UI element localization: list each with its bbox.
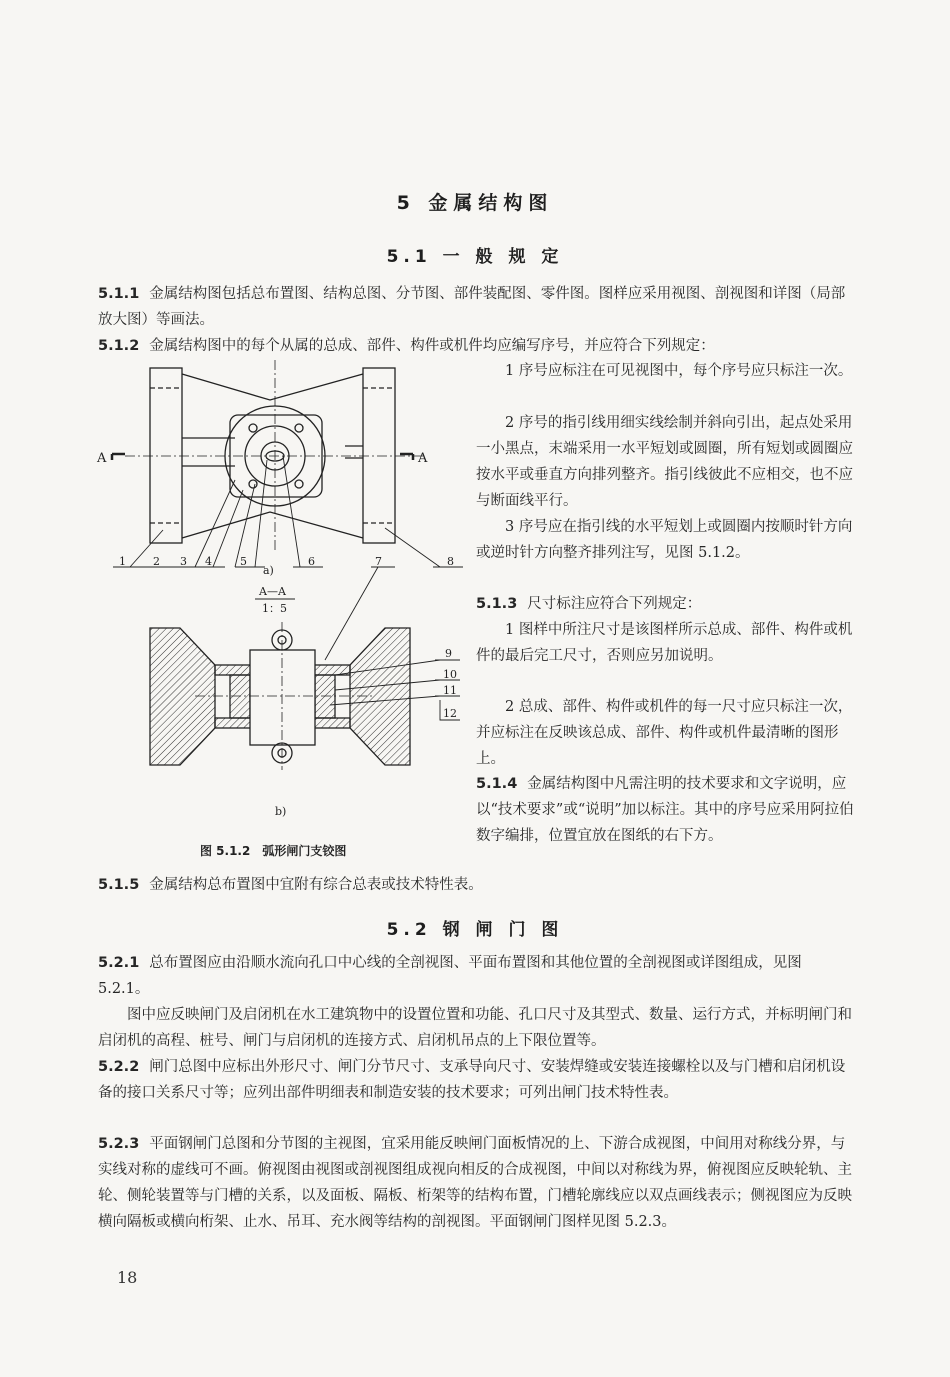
clause-5-1-4: [476, 771, 854, 849]
clause-text: 平面钢闸门总图和分节图的主视图，宜采用能反映闸门面板情况的上、下游合成视图，中间用对称线分界，与实线对称的虚线可不画。俯视图由视图或剖视图组成视向相反的合成视图，中间以对称线为界，俯视图应反映轮轨、主轮、侧轮装置等与门槽的关系，以及面板、隔板、桁架等的结构布置，门槽轮廓线应以双点画线表示；侧视图应为反映横向隔板或横向桁架、止水、吊耳、充水阀等结构的剖视图。平面钢闸门图样见图 5.2.3。: [98, 1136, 852, 1230]
figure-label-b: b): [275, 805, 287, 818]
callout-8: 8: [447, 555, 454, 568]
figure-caption: 图 5.1.2 弧形闸门支铰图: [200, 844, 347, 858]
clause-text: 金属结构图中的每个从属的总成、部件、构件或机件均应编写序号，并应符合下列规定：: [149, 338, 715, 354]
figure-5-1-2: [95, 360, 470, 840]
clause-number: 5.1.2: [98, 338, 140, 354]
callout-11: 11: [443, 684, 457, 697]
clause-number: 5.2.3: [98, 1136, 140, 1152]
clause-text: 尺寸标注应符合下列规定：: [527, 596, 702, 612]
section-scale: 1：5: [262, 602, 287, 615]
view-a-drawing: [112, 360, 425, 550]
page-number: 18: [117, 1268, 138, 1287]
callout-7: 7: [375, 555, 382, 568]
section-mark-right: A: [418, 451, 428, 466]
clause-5-2-2: [98, 1054, 854, 1106]
clause-5-1-3-item-1: 1 图样中所注尺寸是该图样所示总成、部件、构件或机件的最后完工尺寸，否则应另加说明。: [476, 622, 853, 664]
callout-2: 2: [153, 555, 160, 568]
chapter-title: 5 金属结构图: [396, 192, 554, 214]
section-mark-left: A: [97, 451, 107, 466]
clause-5-1-2-item-1: 1 序号应标注在可见视图中，每个序号应只标注一次。: [505, 363, 853, 379]
section-title: A—A: [259, 585, 286, 598]
view-a-leaders: [113, 456, 463, 567]
clause-text: 金属结构图中凡需注明的技术要求和文字说明，应以“技术要求”或“说明”加以标注。其中的序号应采用阿拉伯数字编排，位置宜放在图纸的右下方。: [476, 776, 854, 844]
callout-9: 9: [445, 647, 452, 660]
clause-text: 金属结构图包括总布置图、结构总图、分节图、部件装配图、零件图。图样应采用视图、剖视图和详图（局部放大图）等画法。: [98, 286, 846, 328]
clause-text: 闸门总图中应标出外形尺寸、闸门分节尺寸、支承导向尺寸、安装焊缝或安装连接螺栓以及与门槽和启闭机设备的接口关系尺寸等；应列出部件明细表和制造安装的技术要求；可列出闸门技术特性表。: [98, 1059, 846, 1101]
clause-5-1-2-item-3: 3 序号应在指引线的水平短划上或圆圈内按顺时针方向或逆时针方向整齐排列注写，见图 5.1.2。: [476, 519, 853, 561]
clause-5-2-1-paragraph-2: 图中应反映闸门及启闭机在水工建筑物中的设置位置和功能、孔口尺寸及其型式、数量、运行方式，并标明闸门和启闭机的高程、桩号、闸门与启闭机的连接方式、启闭机吊点的上下限位置等。: [98, 1007, 852, 1049]
figure-label-a: a): [263, 564, 274, 577]
callout-6: 6: [308, 555, 315, 568]
clause-number: 5.1.5: [98, 877, 140, 893]
section-title-5-2: 5.2 钢 闸 门 图: [386, 920, 564, 940]
clause-5-1-3: [476, 591, 854, 617]
callout-3: 3: [180, 555, 187, 568]
view-b-drawing: [150, 622, 410, 770]
callout-10: 10: [443, 668, 457, 681]
clause-5-1-3-item-2: 2 总成、部件、构件或机件的每一尺寸应只标注一次，并应标注在反映该总成、部件、构件或机件最清晰的图形上。: [476, 699, 853, 767]
clause-5-2-1: [98, 950, 854, 1002]
clause-number: 5.2.2: [98, 1059, 140, 1075]
clause-number: 5.2.1: [98, 955, 140, 971]
clause-number: 5.1.3: [476, 596, 518, 612]
clause-5-2-3: [98, 1131, 854, 1235]
callout-4: 4: [205, 555, 212, 568]
callout-1: 1: [119, 555, 126, 568]
clause-5-1-5: [98, 872, 854, 898]
clause-5-1-2-item-2: 2 序号的指引线用细实线绘制并斜向引出，起点处采用一小黑点，末端采用一水平短划或圆圈，所有短划或圆圈应按水平或垂直方向排列整齐。指引线彼此不应相交，也不应与断面线平行。: [476, 415, 853, 509]
clause-number: 5.1.4: [476, 776, 518, 792]
callout-5: 5: [240, 555, 247, 568]
view-a-callout-labels: [119, 555, 454, 568]
clause-5-1-1: [98, 281, 854, 333]
clause-text: 金属结构总布置图中宜附有综合总表或技术特性表。: [149, 877, 483, 893]
callout-12: 12: [443, 707, 457, 720]
clause-number: 5.1.1: [98, 286, 140, 302]
clause-5-1-2: [98, 333, 854, 359]
clause-text: 总布置图应由沿顺水流向孔口中心线的全剖视图、平面布置图和其他位置的全剖视图或详图组成，见图 5.2.1。: [98, 955, 802, 997]
section-title-5-1: 5.1 一 般 规 定: [386, 247, 564, 267]
